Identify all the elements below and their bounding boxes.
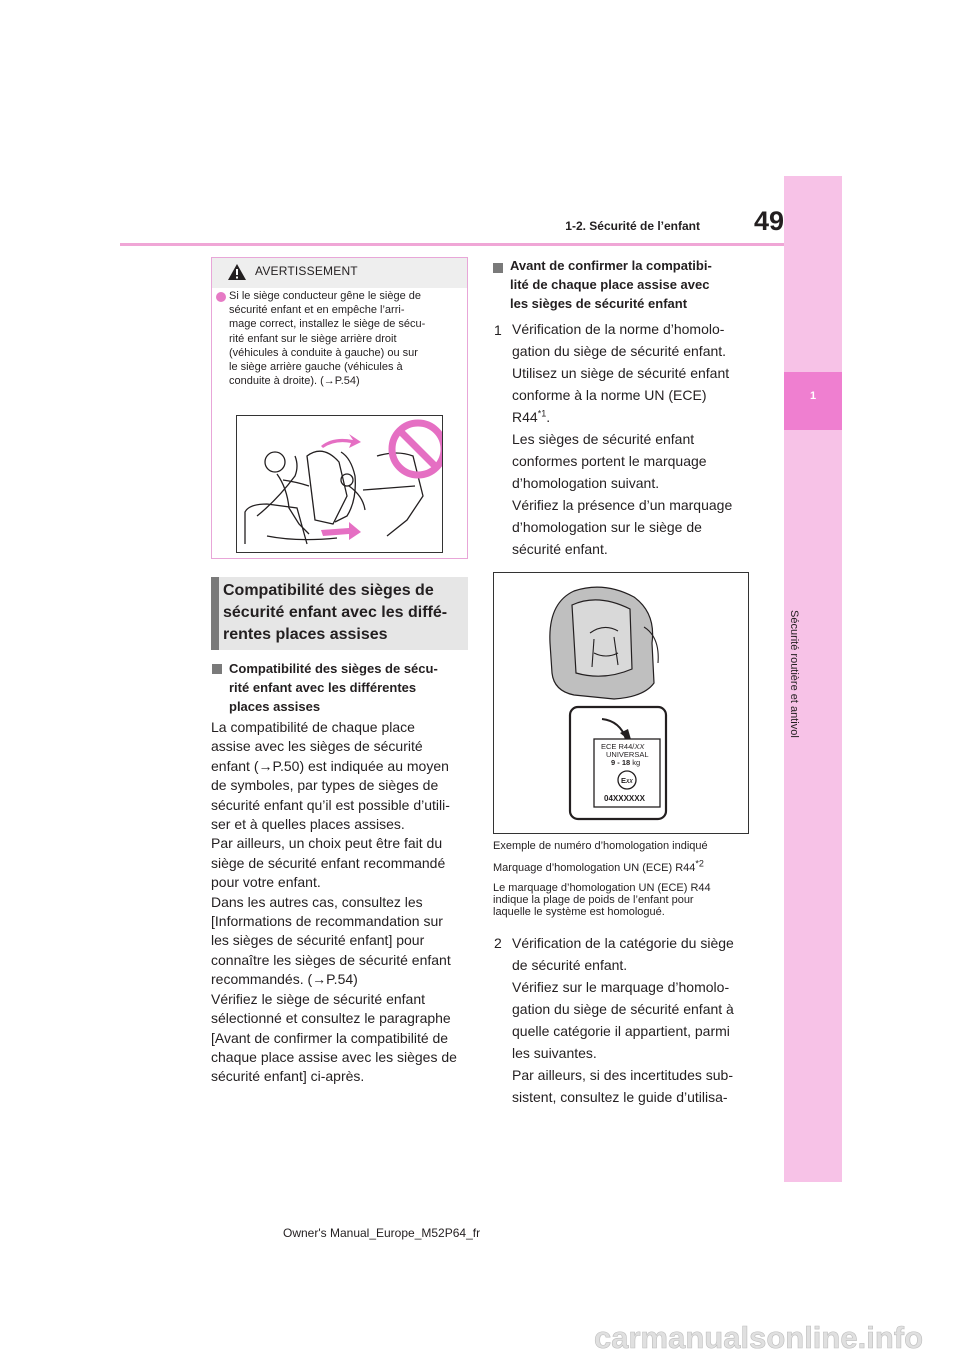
compatibility-subheading: Compatibilité des sièges de sécu- rité enfant avec les différentes places assises <box>229 661 438 714</box>
section-title: 1-2. Sécurité de l’enfant <box>565 219 700 233</box>
svg-text:carmanualsonline.info: carmanualsonline.info <box>594 1320 924 1355</box>
square-bullet-icon <box>493 263 503 273</box>
svg-text:ECE R44/XX: ECE R44/XX <box>601 742 645 751</box>
section-heading: Compatibilité des sièges de sécurité enfant avec les diffé- rentes places assises <box>223 582 448 643</box>
child-seat-driver-illustration <box>237 416 442 552</box>
chapter-title-vertical <box>788 440 816 738</box>
child-seat-label-drawing <box>494 573 748 833</box>
manual-footer: Owner's Manual_Europe_M52P64_fr <box>283 1226 481 1240</box>
page-number: 49 <box>753 206 784 236</box>
header-rule <box>120 243 784 246</box>
step-2-text: Vérification de la catégorie du siège de sécurité enfant. Vérifiez sur le marquage d’homolo- gation du siège de sécurité enfant à quelle catégorie il appartient, parmi les suivantes. Par ailleurs, si des incertitudes sub- sistent, consultez le guide d’utilisa- <box>512 935 734 1105</box>
svg-text:UNIVERSAL: UNIVERSAL <box>606 750 649 759</box>
image-caption: Exemple de numéro d’homologation indiqué Marquage d’homologation UN (ECE) R44$^{*2}$ Le marquage d’homologation UN (ECE) R44 indique la plage de poids de l’enfant pour laquelle le système est homologué. <box>493 840 711 918</box>
chapter-title: Sécurité routière et antivol <box>788 610 800 738</box>
compatibility-body-text: La compatibilité de chaque place assise avec les sièges de sécurité enfant (→P.50) est indiquée au moyen de symboles, par types de sièges de sécurité enfant qu’il est possible d’utili- ser et à quelles places assises. Par ailleurs, un choix peut être fait du siège de sécurité enfant recommandé pour votre enfant. Dans les autres cas, consultez les [Informations de recommandation sur les sièges de sécurité enfant] pour connaître les sièges de sécurité enfant recommandés. (→P.54) Vérifiez le siège de sécurité enfant sélectionné et consultez le paragraphe [Avant de confirmer la compatibilité de chaque place assise avec les sièges de sécurité enfant] ci-après. <box>211 719 457 1085</box>
watermark-logo <box>588 1314 960 1358</box>
svg-text:04XXXXXX: 04XXXXXX <box>604 794 645 803</box>
svg-text:EXX: EXX <box>621 776 633 785</box>
warning-bullet-icon <box>216 292 226 302</box>
step-1-text: Vérification de la norme d’homolo- gation du siège de sécurité enfant. Utilisez un siège de sécurité enfant conforme à la norme UN (ECE) R44$^{*1}$. Les sièges de sécurité enfant conformes portent le marquage d’homologation suivant. Vérifiez la présence d’un marquage d’homologation sur le siège de sécurité enfant. <box>512 321 733 557</box>
approval-label-illustration <box>493 572 749 834</box>
seat-prohibited-illustration <box>236 415 443 553</box>
warning-title: AVERTISSEMENT <box>255 264 358 278</box>
svg-text:9 - 18 kg: 9 - 18 kg <box>611 758 641 767</box>
chapter-number: 1 <box>809 390 817 402</box>
before-confirming-subheading: Avant de confirmer la compatibi- lité de chaque place assise avec les sièges de sécurité enfant <box>510 258 712 311</box>
warning-triangle-icon <box>227 263 247 281</box>
square-bullet-icon <box>212 664 222 674</box>
step-number-2: 2 <box>494 935 502 951</box>
step-number-1: 1 <box>494 322 502 338</box>
warning-text: Si le siège conducteur gêne le siège de sécurité enfant et en empêche l’arri- mage correct, installez le siège de sécu- rité enfant sur le siège arrière droit (véhicules à conduite à gauche) ou sur le siège arrière gauche (véhicules à conduite à droite). (→P.54) <box>229 290 426 388</box>
section-heading-bar <box>211 577 219 650</box>
